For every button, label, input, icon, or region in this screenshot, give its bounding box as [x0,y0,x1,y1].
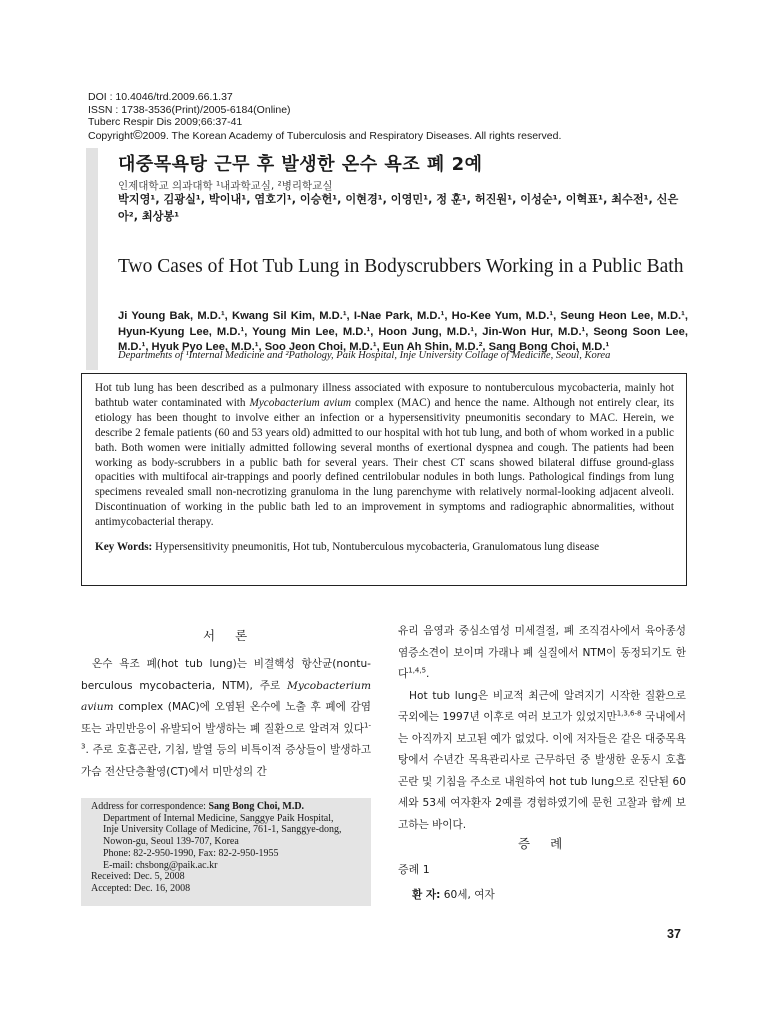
korean-affiliation: 인제대학교 의과대학 ¹내과학교실, ²병리학교실 [118,180,333,192]
intro-text-3: . 주로 호흡곤란, 기침, 발열 등의 비특이적 증상들이 발생하고 가슴 전산단층촬영(CT)에서 미만성의 간 [81,744,371,778]
case-1-label: 증례 1 [398,863,430,876]
intro-text-2: complex (MAC)에 오염된 온수에 노출 후 폐에 감염 또는 과민반응이 유발되어 발생하는 폐 질환으로 알려져 있다 [81,701,371,735]
title-accent-bar [86,148,98,370]
page-number: 37 [667,927,681,941]
right-ref-3: 1,3,6-8 [616,709,642,718]
correspondence-line-3: Nowon-gu, Seoul 139-707, Korea [103,836,239,848]
keywords-label: Key Words: [95,541,153,554]
correspondence-email[interactable]: E-mail: chsbong@paik.ac.kr [103,859,218,871]
keywords-text: Hypersensitivity pneumonitis, Hot tub, Nontuberculous mycobacteria, Granulomatous lung disease [152,541,600,554]
right-text-1-end: . [426,668,430,680]
english-title: Two Cases of Hot Tub Lung in Bodyscrubbers Working in a Public Bath [118,256,684,277]
correspondence-label: Address for correspondence: [91,801,209,812]
correspondence-box [81,798,371,906]
copyright-line [88,126,562,143]
right-text-1: 유리 음영과 중심소엽성 미세결절, 폐 조직검사에서 육아종성 염증소견이 보이며 가래나 폐 실질에서 NTM이 동정되기도 한다 [398,625,686,680]
intro-ref-1: 1-3 [81,720,371,751]
correspondence-line-1: Department of Internal Medicine, Sanggye Paik Hospital, [103,812,334,824]
korean-title: 대중목욕탕 근무 후 발생한 온수 욕조 폐 2예 [118,154,483,175]
abstract-part-1: Hot tub lung has been described as a pulmonary illness associated with exposure to nontuberculous mycobacteria, mainly hot bathtub water contaminated with [95,382,674,409]
issn-line: ISSN : 1738-3536(Print)/2005-6184(Online) [88,103,291,116]
accepted-date: Accepted: Dec. 16, 2008 [91,882,191,894]
abstract-text [95,381,674,530]
intro-column [81,654,371,783]
copyright-prefix: Copyright [88,129,133,142]
copyright-text: 2009. The Korean Academy of Tuberculosis and Respiratory Diseases. All rights reserved. [142,129,562,142]
patient-label: 환 자: [412,889,441,901]
right-column [398,621,686,836]
correspondence-name: Sang Bong Choi, M.D. [208,801,305,812]
right-paragraph-2 [398,686,686,837]
abstract-box [81,373,687,586]
right-ref-2: 1,4,5 [408,666,427,675]
journal-line: Tuberc Respir Dis 2009;66:37-41 [88,116,243,128]
abstract-organism: Mycobacterium avium [249,396,352,409]
correspondence-header [91,801,361,813]
intro-text-1: 온수 욕조 폐(hot tub lung)는 비결핵성 항산균(nontu-berculous mycobacteria, NTM), 주로 [81,658,371,692]
right-text-2: Hot tub lung은 비교적 최근에 알려지기 시작한 질환으로 국외에는 1997년 이후로 여러 보고가 있었지만 [398,689,686,723]
korean-authors: 박지영¹, 김광실¹, 박이내¹, 염호기¹, 이승헌¹, 이현경¹, 이영민¹, 정 훈¹, 허진원¹, 이성순¹, 이혁표¹, 최수전¹, 신은아², 최상봉¹ [118,193,679,223]
right-text-3: 국내에서는 아직까지 보고된 예가 없었다. 이에 저자들은 같은 대중목욕탕에서 수년간 목욕관리사로 근무하던 중 발생한 운동시 호흡곤란 및 기침을 주소로 내원하여 hot tub lung으로 진단된 60세와 53세 여자환자 2예를 경험하였기에 문헌 고찰과 함께 보고하는 바이다. [398,711,686,831]
intro-paragraph [81,654,371,783]
correspondence-line-2: Inje University Collage of Medicine, 761-1, Sanggye-dong, [103,824,342,836]
abstract-part-2: complex (MAC) and hence the name. Although not entirely clear, its etiology has been thought to involve either an infection or a hypersensitivity pneumonitis secondary to MAC. Herein, we describe 2 female patients (60 and 53 years old) admitted to our hospital with hot tub lung, and both of whom worked in a public bath. Both women were initially admitted following several months of exertional dyspnea and cough. The patients had been working as body-scrubbers in a public bath for several years. Their chest CT scans showed bilateral diffuse ground-glass opacities with multifocal air-trappings and poorly defined centrilobular nodules in both lungs. Pathological findings from lung specimens revealed small non-necrotizing granuloma in the lung parenchyme with relatively normal-looking adjacent alveoli. Discontinuation of working in the public bath led to an improvement in symptoms and radiographic abnormalities, without antimycobacterial therapy. [95,396,674,529]
right-paragraph-1 [398,621,686,686]
article-metadata [88,91,561,142]
copyright-symbol: © [132,126,143,142]
doi-line: DOI : 10.4046/trd.2009.66.1.37 [88,91,233,103]
correspondence-line-4: Phone: 82-2-950-1990, Fax: 82-2-950-1955 [103,847,279,859]
keywords [95,541,674,553]
received-date: Received: Dec. 5, 2008 [91,871,185,883]
intro-organism: Mycobacterium avium [81,679,371,713]
english-affiliation: Departments of ¹Internal Medicine and ²Pathology, Paik Hospital, Inje University Collage of Medicine, Seoul, Korea [118,350,611,361]
patient-line [412,887,495,902]
english-authors: Ji Young Bak, M.D.¹, Kwang Sil Kim, M.D.¹, I-Nae Park, M.D.¹, Ho-Kee Yum, M.D.¹, Seung Heon Lee, M.D.¹, Hyun-Kyung Lee, M.D.¹, Young Min Lee, M.D.¹, Hoon Jung, M.D.¹, Jin-Won Hur, M.D.¹, Seong Soon Lee, M.D.¹, Hyuk Pyo Lee, M.D.¹, Soo Jeon Choi, M.D.¹, Eun Ah Shin, M.D.², Sang Bong Choi, M.D.¹ [118,310,688,354]
patient-value: 60세, 여자 [440,889,495,901]
intro-heading: 서론 [203,628,268,643]
case-heading: 증례 [518,836,583,851]
